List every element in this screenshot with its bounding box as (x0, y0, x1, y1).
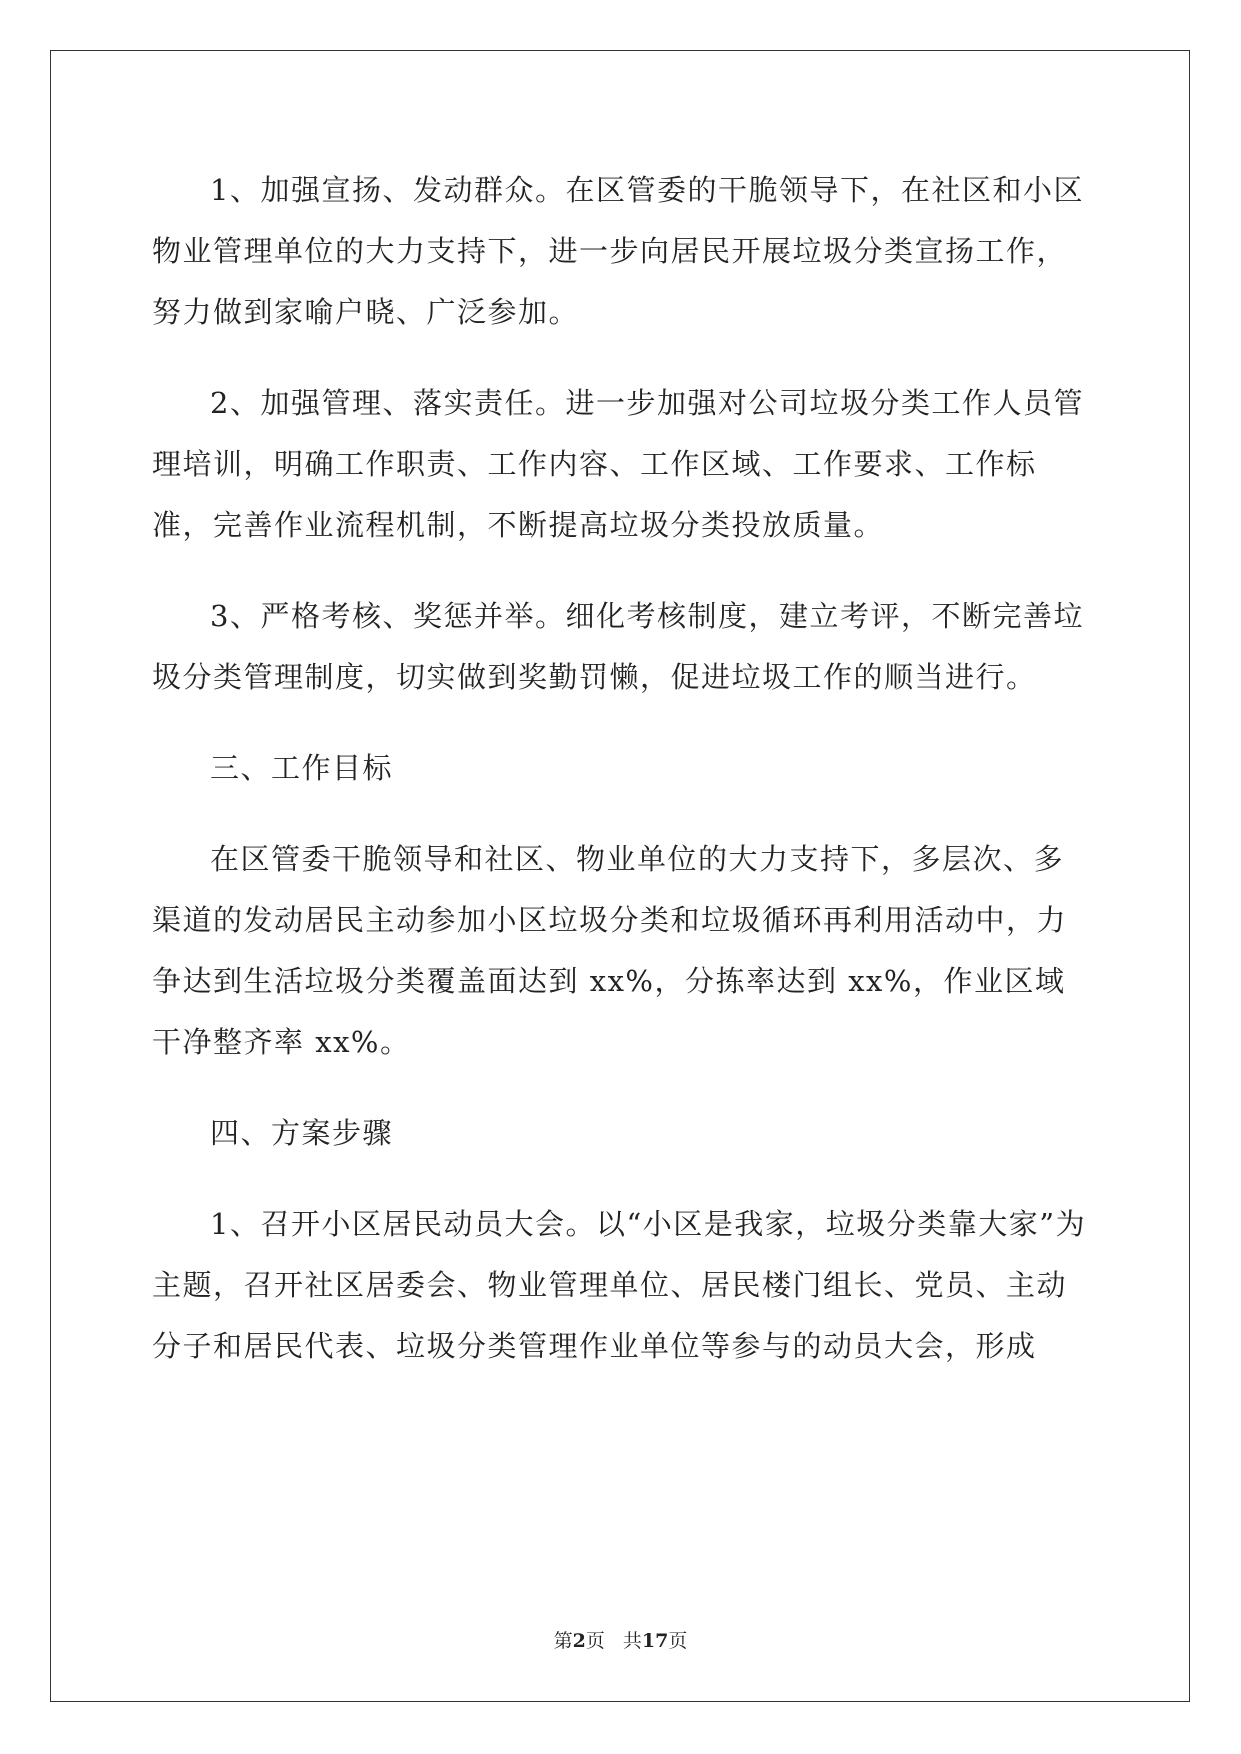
section-heading-goals: 三、工作目标 (210, 751, 394, 785)
paragraph-publicity: 1、加强宣扬、发动群众。在区管委的干脆领导下，在社区和小区物业管理单位的大力支持下，进一步向居民开展垃圾分类宣扬工作，努力做到家喻户晓、广泛参加。 (152, 173, 1084, 329)
total-suffix: 页 (668, 1630, 688, 1652)
paragraph-assessment: 3、严格考核、奖惩并举。细化考核制度，建立考评，不断完善垃圾分类管理制度，切实做到奖勤罚懒，促进垃圾工作的顺当进行。 (152, 599, 1084, 694)
page-total-number: 17 (641, 1630, 669, 1652)
section-heading-steps: 四、方案步骤 (210, 1116, 394, 1150)
total-prefix: 共 (622, 1630, 642, 1652)
page-suffix: 页 (585, 1630, 605, 1652)
document-body (152, 160, 1092, 1407)
paragraph-goals: 在区管委干脆领导和社区、物业单位的大力支持下，多层次、多渠道的发动居民主动参加小区垃圾分类和垃圾循环再利用活动中，力争达到生活垃圾分类覆盖面达到 xx%，分拣率达到 xx%，作业区域干净整齐率 xx%。 (152, 842, 1068, 1059)
page-current-number: 2 (572, 1630, 586, 1652)
page-prefix: 第 (553, 1630, 573, 1652)
paragraph-management: 2、加强管理、落实责任。进一步加强对公司垃圾分类工作人员管理培训，明确工作职责、工作内容、工作区域、工作要求、工作标准，完善作业流程机制，不断提高垃圾分类投放质量。 (152, 386, 1084, 542)
page-footer (0, 1626, 1241, 1653)
paragraph-mobilization: 1、召开小区居民动员大会。以“小区是我家，垃圾分类靠大家”为主题，召开社区居委会、物业管理单位、居民楼门组长、党员、主动分子和居民代表、垃圾分类管理作业单位等参与的动员大会，形成 (152, 1207, 1087, 1363)
